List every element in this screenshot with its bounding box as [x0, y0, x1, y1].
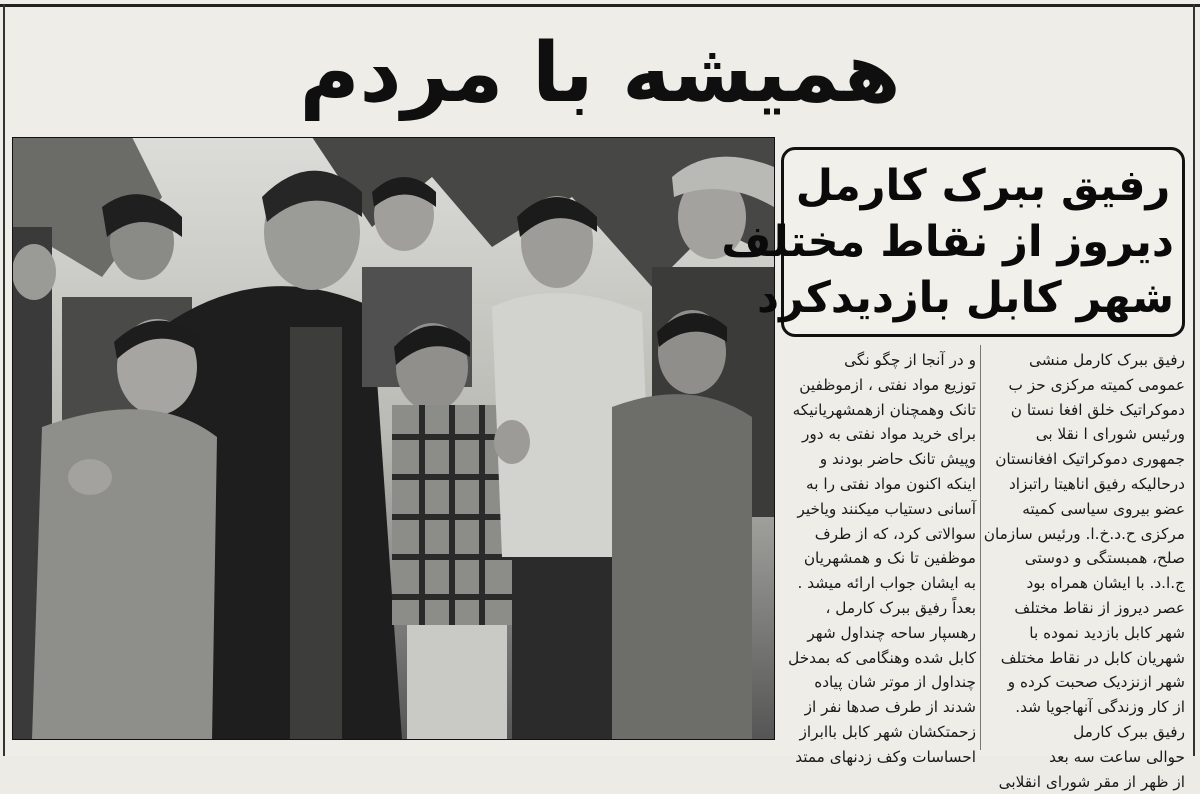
news-photo: [12, 137, 775, 740]
boxed-headline-line: دیروز از نقاط مختلف: [721, 217, 1174, 267]
text-line: زحمتکشان شهر کابل باابراز: [799, 722, 976, 741]
text-line: آسانی دستیاب میکنند ویاخیر: [797, 499, 976, 518]
text-line: شهر ازنزدیک صحبت کرده و: [1007, 673, 1185, 692]
text-line: احساسات وکف زدنهای ممتد: [795, 747, 976, 766]
text-line: رفیق ببرک کارمل: [1073, 722, 1185, 741]
text-line: ج.ا.د. با ایشان همراه بود: [1026, 574, 1185, 593]
text-line: تانک وهمچنان ازهمشهریانیکه: [792, 400, 976, 419]
text-line: توزیع مواد نفتی ، ازموظفین: [799, 375, 976, 394]
text-line: دموکراتیک خلق افغا نستا ن: [1010, 400, 1185, 419]
text-line: از ظهر از مقر شورای انقلابی: [998, 772, 1185, 791]
text-line: عمومی کمیته مرکزی حز ب: [1008, 375, 1185, 394]
text-line: به ایشان جواب ارائه میشد .: [797, 574, 976, 593]
boxed-headline: [721, 147, 1185, 337]
text-line: شهریان کابل در نقاط مختلف: [1000, 648, 1185, 667]
top-rule: [0, 4, 1200, 7]
left-rule: [3, 4, 5, 756]
boxed-headline-line: رفیق ببرک کارمل: [795, 161, 1171, 211]
text-line: شهر کابل بازدید نموده با: [1029, 623, 1185, 642]
photo-illustration: [12, 137, 775, 740]
article-column-right: [985, 348, 1185, 794]
column-divider: [980, 345, 981, 750]
text-line: شدند از طرف صدها نفر از: [804, 698, 976, 717]
text-line: بعداً رفیق ببرک کارمل ،: [825, 598, 976, 617]
article-column-left: [778, 348, 976, 770]
text-line: جمهوری دموکراتیک افغانستان: [995, 450, 1185, 469]
text-line: ورئیس شورای ا نقلا بی: [1035, 425, 1185, 444]
text-line: کابل شده وهنگامی که بمدخل: [788, 648, 976, 667]
text-line: رفیق ببرک کارمل منشی: [1029, 351, 1185, 369]
text-line: عضو بیروی سیاسی کمیته: [1022, 499, 1185, 518]
boxed-headline-line: شهر کابل بازدیدکرد: [757, 273, 1174, 323]
text-line: مرکزی ح.د.خ.ا. ورئیس سازمان: [983, 524, 1185, 543]
text-line: چنداول از موتر شان پیاده: [814, 673, 976, 692]
text-line: و در آنجا از چگو نگی: [844, 351, 976, 369]
text-line: برای خرید مواد نفتی به دور: [802, 425, 976, 444]
text-line: وپیش تانک حاضر بودند و: [819, 450, 976, 469]
text-line: درحالیکه رفیق اناهیتا راتبزاد: [1008, 474, 1185, 493]
text-line: سوالاتی کرد، که از طرف: [814, 524, 976, 543]
right-rule: [1193, 4, 1195, 756]
text-line: از کار وزندگی آنهاجویا شد.: [1015, 698, 1185, 717]
text-line: صلح، همبستگی و دوستی: [1024, 549, 1185, 568]
text-line: حوالی ساعت سه بعد: [1049, 747, 1185, 766]
text-line: موظفین تا نک و همشهریان: [803, 549, 976, 568]
text-line: رهسپار ساحه چنداول شهر: [807, 623, 976, 642]
text-line: اینکه اکنون مواد نفتی را به: [806, 474, 976, 493]
text-line: عصر دیروز از نقاط مختلف: [1014, 598, 1185, 617]
main-headline: همیشه با مردم: [299, 25, 901, 121]
